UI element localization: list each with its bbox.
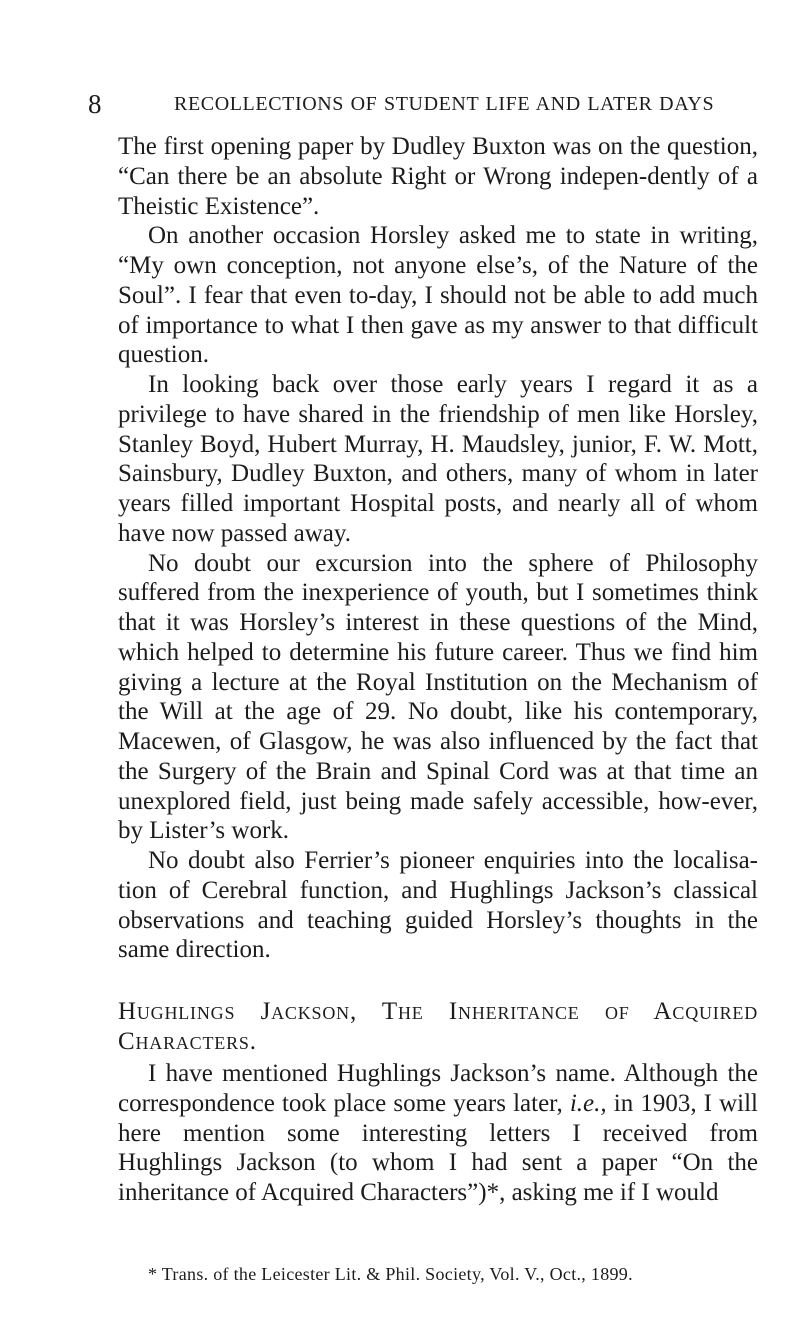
body-text (118, 132, 758, 1208)
paragraph: On another occasion Horsley asked me to state in writing, “My own conception, not anyone else’s, of the Nature of the Soul”. I fear that even to-day, I should not be able to add much of importance to what I then gave as my answer to that difficult question. (118, 222, 758, 369)
paragraph: No doubt also Ferrier’s pioneer enquiries into the localisa-tion of Cerebral function, and Hughlings Jackson’s classical observations and teaching guided Horsley’s thoughts in the same direction. (118, 847, 758, 964)
paragraph (118, 1059, 758, 1208)
running-head: RECOLLECTIONS OF STUDENT LIFE AND LATER DAYS (174, 93, 715, 115)
page-header (88, 84, 728, 124)
footnote: * Trans. of the Leicester Lit. & Phil. Society, Vol. V., Oct., 1899. (148, 1264, 633, 1284)
italic-abbreviation: i.e., (569, 1089, 607, 1117)
page-number: 8 (88, 89, 102, 119)
paragraph-text: I have mentioned Hughlings Jackson’s name. Although the correspondence took place some years later, (118, 1060, 758, 1117)
paragraph: No doubt our excursion into the sphere of Philosophy suffered from the inexperience of youth, but I sometimes think that it was Horsley’s interest in these questions of the Mind, which helped to determine his future career. Thus we find him giving a lecture at the Royal Institution on the Mechanism of the Will at the age of 29. No doubt, like his contemporary, Macewen, of Glasgow, he was also influenced by the fact that the Surgery of the Brain and Spinal Cord was at that time an unexplored field, just being made safely accessible, how-ever, by Lister’s work. (118, 549, 758, 845)
paragraph: The first opening paper by Dudley Buxton was on the question, “Can there be an absolute Right or Wrong indepen-dently of a Theistic Existence”. (118, 133, 758, 220)
paragraph-text: in 1903, I will here mention some interesting letters I received from Hughlings Jackson (to whom I had sent a paper “On the inheritance of Acquired Characters”)*, asking me if I would (118, 1089, 758, 1206)
paragraph: In looking back over those early years I regard it as a privilege to have shared in the friendship of men like Horsley, Stanley Boyd, Hubert Murray, H. Maudsley, junior, F. W. Mott, Sainsbury, Dudley Buxton, and others, many of whom in later years filled important Hospital posts, and nearly all of whom have now passed away. (118, 371, 758, 547)
section-heading: Hughlings Jackson, The Inheritance of Acquired Characters. (118, 998, 758, 1055)
